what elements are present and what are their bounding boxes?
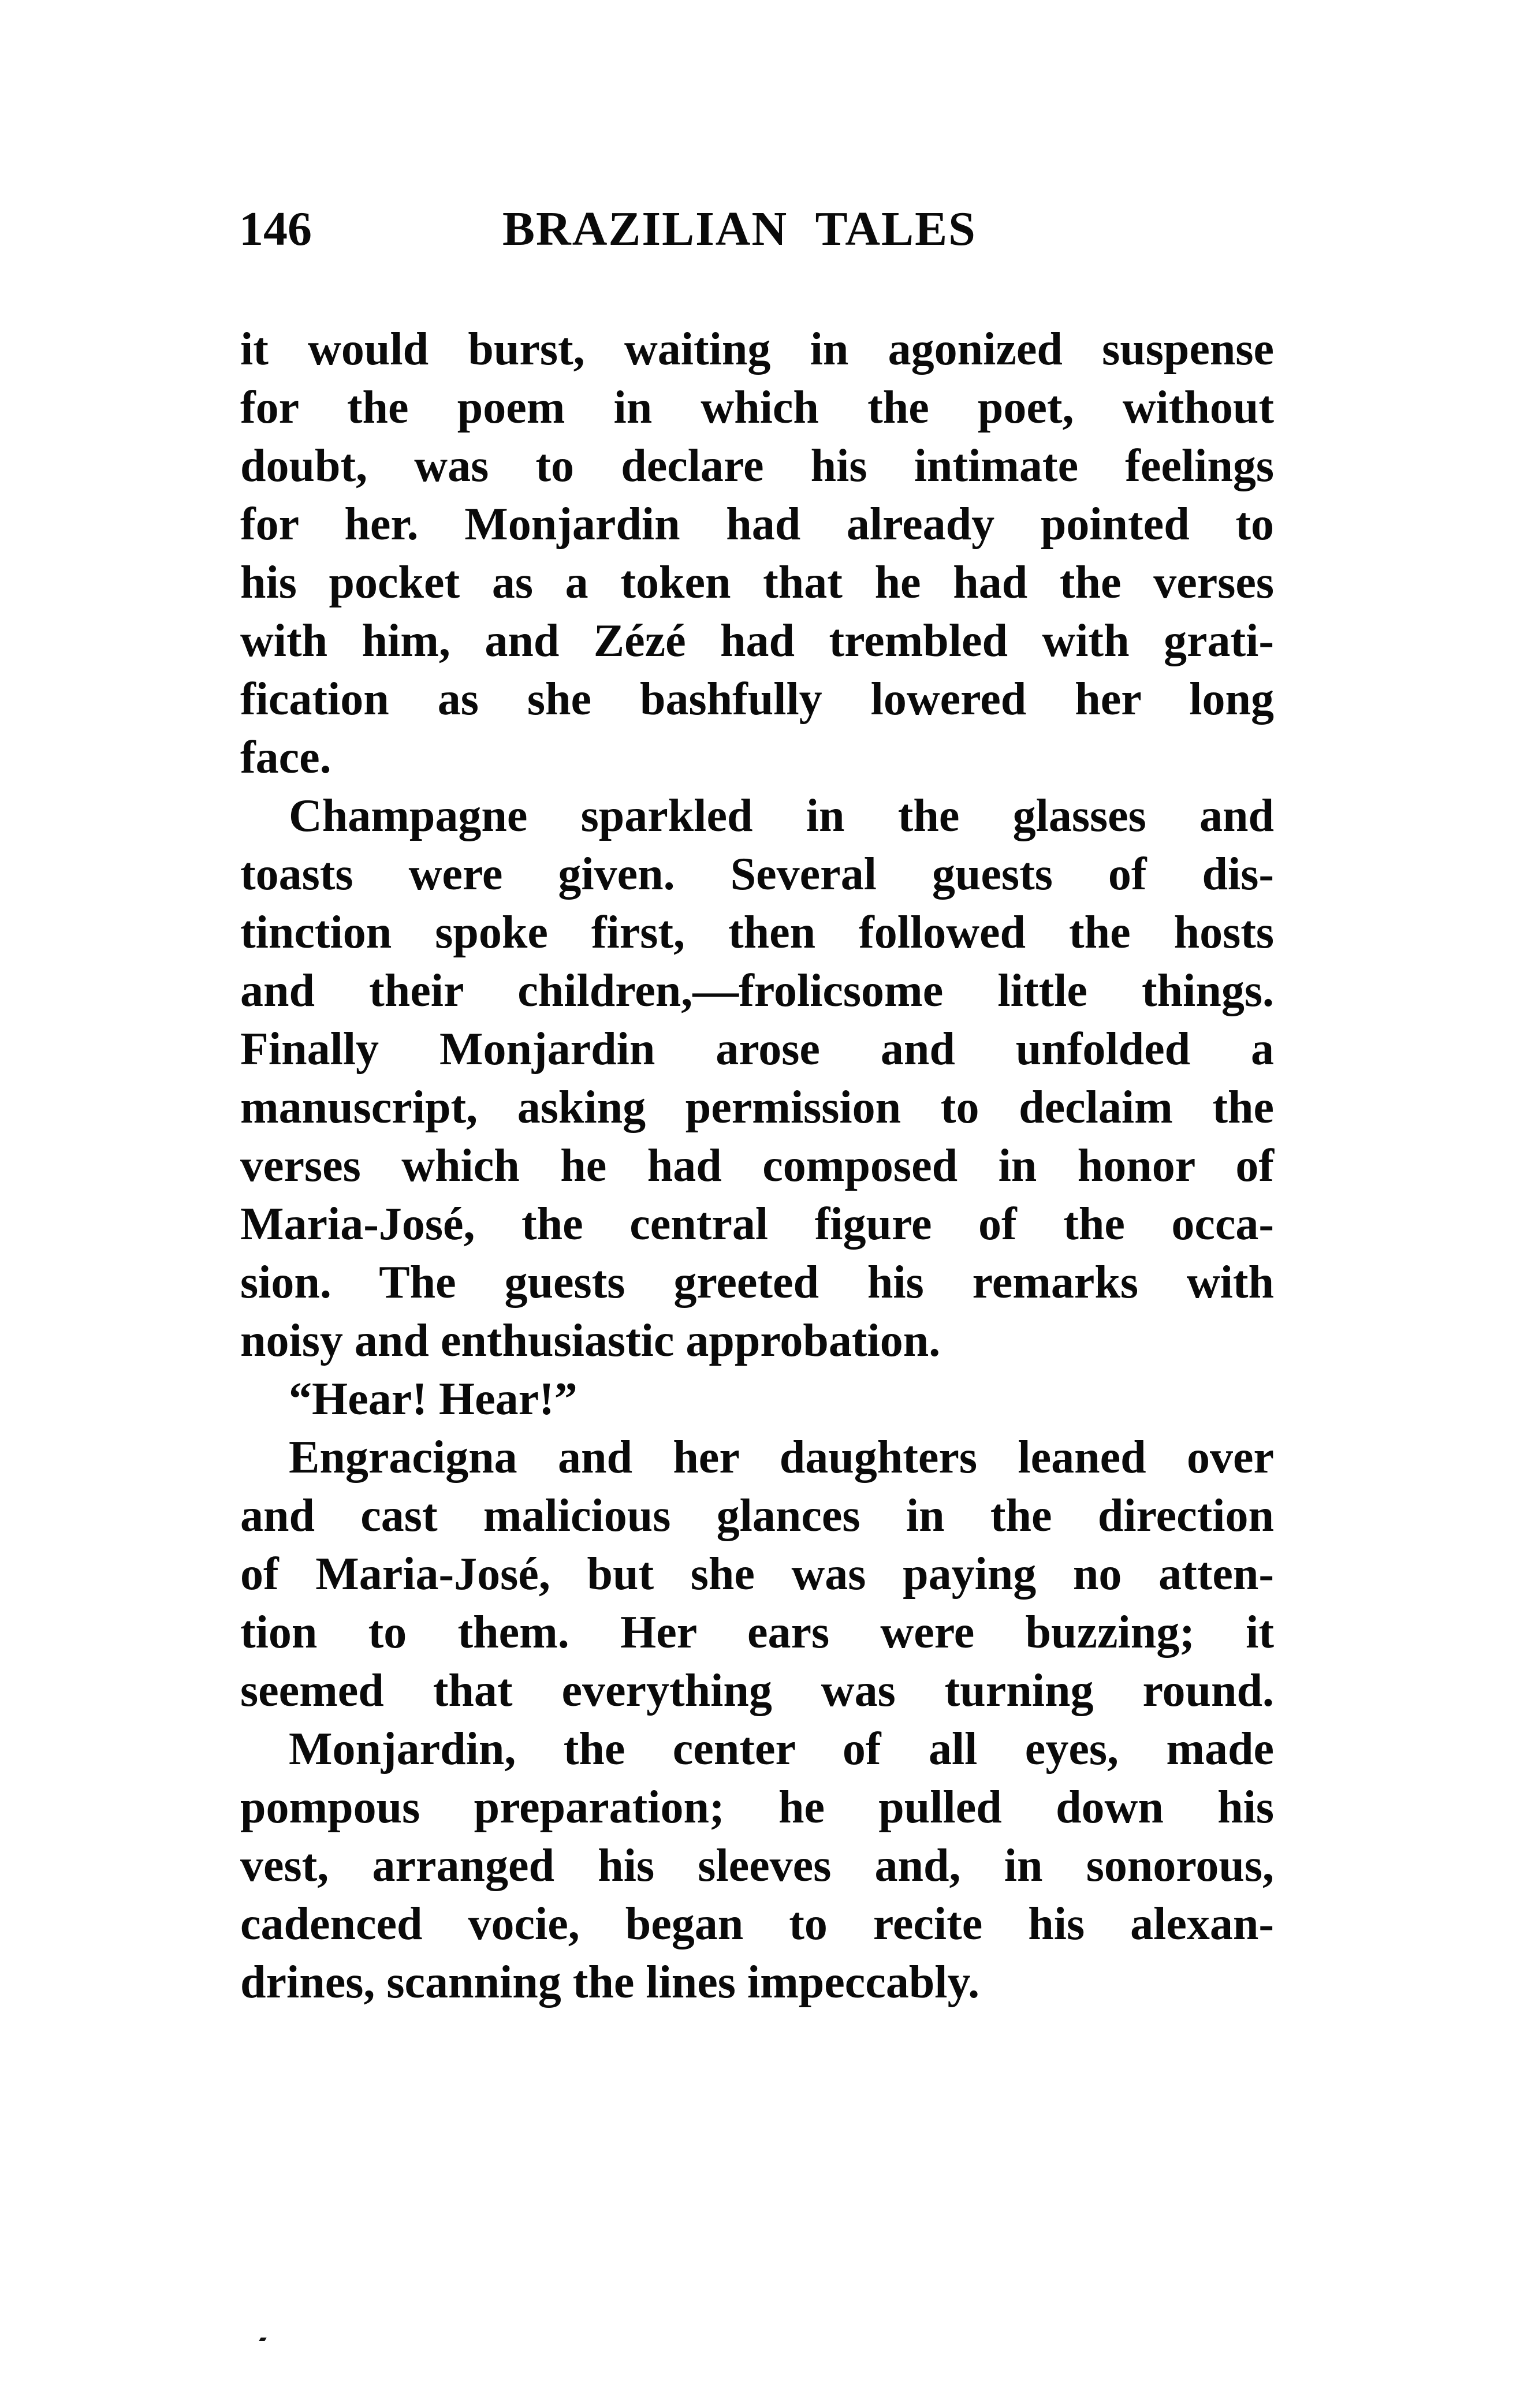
text-line: it would burst, waiting in agonized suspense bbox=[240, 324, 1274, 375]
text-line: toasts were given. Several guests of dis- bbox=[240, 849, 1274, 900]
text-line: for the poem in which the poet, without bbox=[240, 382, 1274, 433]
text-line: seemed that everything was turning round. bbox=[240, 1665, 1274, 1716]
text-line: Champagne sparkled in the glasses and bbox=[289, 791, 1274, 841]
text-line: sion. The guests greeted his remarks with bbox=[240, 1257, 1274, 1308]
text-line: Monjardin, the center of all eyes, made bbox=[289, 1724, 1274, 1775]
text-line: his pocket as a token that he had the verses bbox=[240, 557, 1274, 608]
text-line: with him, and Zézé had trembled with grati- bbox=[240, 616, 1274, 666]
text-line: manuscript, asking permission to declaim the bbox=[240, 1082, 1274, 1133]
text-line: face. bbox=[240, 732, 331, 783]
text-line: and their children,—frolicsome little things. bbox=[240, 966, 1274, 1016]
page-number: 146 bbox=[239, 202, 312, 256]
text-line: cadenced vocie, began to recite his alexan- bbox=[240, 1899, 1274, 1949]
text-line: fication as she bashfully lowered her long bbox=[240, 674, 1274, 725]
ink-speck bbox=[259, 2338, 266, 2341]
text-line: tion to them. Her ears were buzzing; it bbox=[240, 1607, 1274, 1658]
text-line: Engracigna and her daughters leaned over bbox=[289, 1432, 1274, 1483]
running-title: BRAZILIAN TALES bbox=[502, 202, 977, 256]
text-line: tinction spoke first, then followed the hosts bbox=[240, 907, 1274, 958]
text-line: and cast malicious glances in the direction bbox=[240, 1490, 1274, 1541]
text-line: doubt, was to declare his intimate feelings bbox=[240, 441, 1274, 491]
text-line: Maria-José, the central figure of the occa- bbox=[240, 1199, 1274, 1250]
text-line: drines, scanning the lines impeccably. bbox=[240, 1957, 980, 2008]
text-line: “Hear! Hear!” bbox=[289, 1374, 578, 1425]
text-line: pompous preparation; he pulled down his bbox=[240, 1782, 1274, 1833]
text-line: of Maria-José, but she was paying no atten- bbox=[240, 1549, 1274, 1600]
text-line: verses which he had composed in honor of bbox=[240, 1140, 1274, 1191]
text-line: Finally Monjardin arose and unfolded a bbox=[240, 1024, 1274, 1075]
text-line: for her. Monjardin had already pointed to bbox=[240, 499, 1274, 550]
text-line: vest, arranged his sleeves and, in sonorous, bbox=[240, 1840, 1274, 1891]
text-line: noisy and enthusiastic approbation. bbox=[240, 1315, 941, 1366]
body-text bbox=[240, 320, 1274, 2012]
